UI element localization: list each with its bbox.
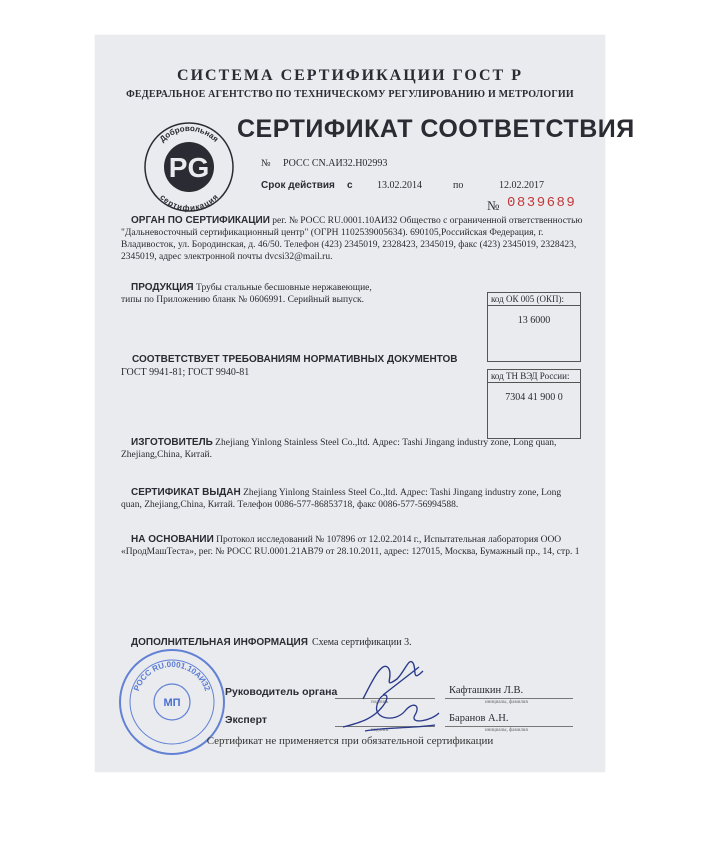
logo-bottom-text: сертификация: [158, 192, 220, 213]
validity-to: 12.02.2017: [499, 180, 544, 191]
organ-section: [121, 215, 583, 263]
svg-text:РОСС RU.0001.10АИ32: РОСС RU.0001.10АИ32: [132, 659, 212, 693]
okp-code-box: [487, 292, 581, 362]
manufacturer-text: Zhejiang Yinlong Stainless Steel Co.,ltd. Адрес: Tashi Jingang industry zone, Long quan, Zhejiang,China, Китай.: [121, 438, 557, 460]
additional-text: Схема сертификации 3.: [311, 637, 412, 648]
okp-value: 13 6000: [517, 315, 551, 326]
product-section: [121, 282, 379, 306]
additional-label: ДОПОЛНИТЕЛЬНАЯ ИНФОРМАЦИЯ: [131, 637, 308, 648]
number-label: №: [261, 158, 271, 169]
validity-from-label: с: [347, 180, 353, 191]
organ-label: ОРГАН ПО СЕРТИФИКАЦИИ: [131, 215, 270, 226]
svg-text:МП: МП: [163, 697, 181, 709]
footer-note: Сертификат не применяется при обязательной сертификации: [206, 735, 494, 747]
expert-signature-icon: [335, 683, 445, 738]
expert-name-line: [445, 726, 573, 727]
expert-label: Эксперт: [225, 714, 268, 726]
head-name-line: [445, 698, 573, 699]
certificate-number: РОСС CN.АИ32.Н02993: [283, 158, 388, 169]
manufacturer-section: [121, 437, 583, 461]
expert-sign-caption: подпись: [371, 728, 389, 733]
head-name: Кафташкин Л.В.: [449, 685, 524, 696]
tnved-code-box: [487, 369, 581, 439]
validity-from: 13.02.2014: [377, 180, 422, 191]
validity-label: Срок действия: [261, 180, 335, 191]
tnved-caption: код ТН ВЭД России:: [488, 370, 580, 383]
certificate-title: СЕРТИФИКАТ СООТВЕТСТВИЯ: [237, 115, 635, 143]
agency-header: ФЕДЕРАЛЬНОЕ АГЕНТСТВО ПО ТЕХНИЧЕСКОМУ РЕГУЛИРОВАНИЮ И МЕТРОЛОГИИ: [126, 89, 574, 100]
head-sign-caption: подпись: [371, 700, 389, 705]
svg-text:сертификация: [158, 192, 220, 212]
basis-label: НА ОСНОВАНИИ: [131, 534, 214, 545]
expert-name: Баранов А.Н.: [449, 713, 509, 724]
product-text: Трубы стальные бесшовные нержавеющие, типы по Приложению бланк № 0606991. Серийный выпуск.: [121, 283, 372, 305]
okp-caption: код ОК 005 (ОКП):: [488, 293, 580, 306]
issued-to-label: СЕРТИФИКАТ ВЫДАН: [131, 487, 241, 498]
conforms-text: ГОСТ 9941-81; ГОСТ 9940-81: [121, 367, 250, 378]
expert-name-caption: инициалы, фамилия: [485, 728, 528, 733]
blank-number: 0839689: [507, 195, 577, 211]
logo-mark: PG: [168, 152, 210, 183]
certificate-sheet: [95, 35, 635, 772]
product-label: ПРОДУКЦИЯ: [131, 282, 194, 293]
logo-top-text: Добровольная: [157, 123, 221, 144]
svg-text:Добровольная: [158, 124, 220, 144]
issued-to-text: Zhejiang Yinlong Stainless Steel Co.,ltd. Адрес: Tashi Jingang industry zone, Long quan, Zhejiang,China, Китай. Телефон 0086-577-86853718, факс 0086-577-56994588.: [121, 488, 562, 510]
system-header: СИСТЕМА СЕРТИФИКАЦИИ ГОСТ Р: [177, 67, 523, 84]
basis-text: Протокол исследований № 107896 от 12.02.2014 г., Испытательная лаборатория ООО «ПродМашТеста», рег. № РОСС RU.0001.21АВ79 от 28.10.2011, адрес: 127015, Москва, Бумажный пр., 14, стр. 1: [121, 535, 580, 557]
blank-number-label: №: [487, 198, 500, 213]
head-name-caption: инициалы, фамилия: [485, 700, 528, 705]
tnved-value: 7304 41 900 0: [505, 392, 563, 403]
gost-r-logo-icon: [143, 121, 235, 213]
organ-text: рег. № РОСС RU.0001.10АИ32 Общество с ограниченной ответственностью "Дальневосточный сертификационный центр" (ОГРН 1102539005634). 690105,Российская Федерация, г. Владивосток, ул. Бородинская, д. 46/50. Телефон (423) 2345019, 2328423, 2345019, факс (423) 2345019, 2328423, 2345019, адрес электронной почты dvcsi32@mail.ru.: [121, 216, 583, 262]
conforms-label: СООТВЕТСТВУЕТ ТРЕБОВАНИЯМ НОРМАТИВНЫХ ДОКУМЕНТОВ: [132, 354, 458, 365]
basis-section: [121, 534, 583, 558]
manufacturer-label: ИЗГОТОВИТЕЛЬ: [131, 437, 213, 448]
issued-to-section: [121, 487, 583, 511]
validity-to-label: по: [453, 180, 464, 191]
head-label: Руководитель органа: [225, 686, 338, 698]
